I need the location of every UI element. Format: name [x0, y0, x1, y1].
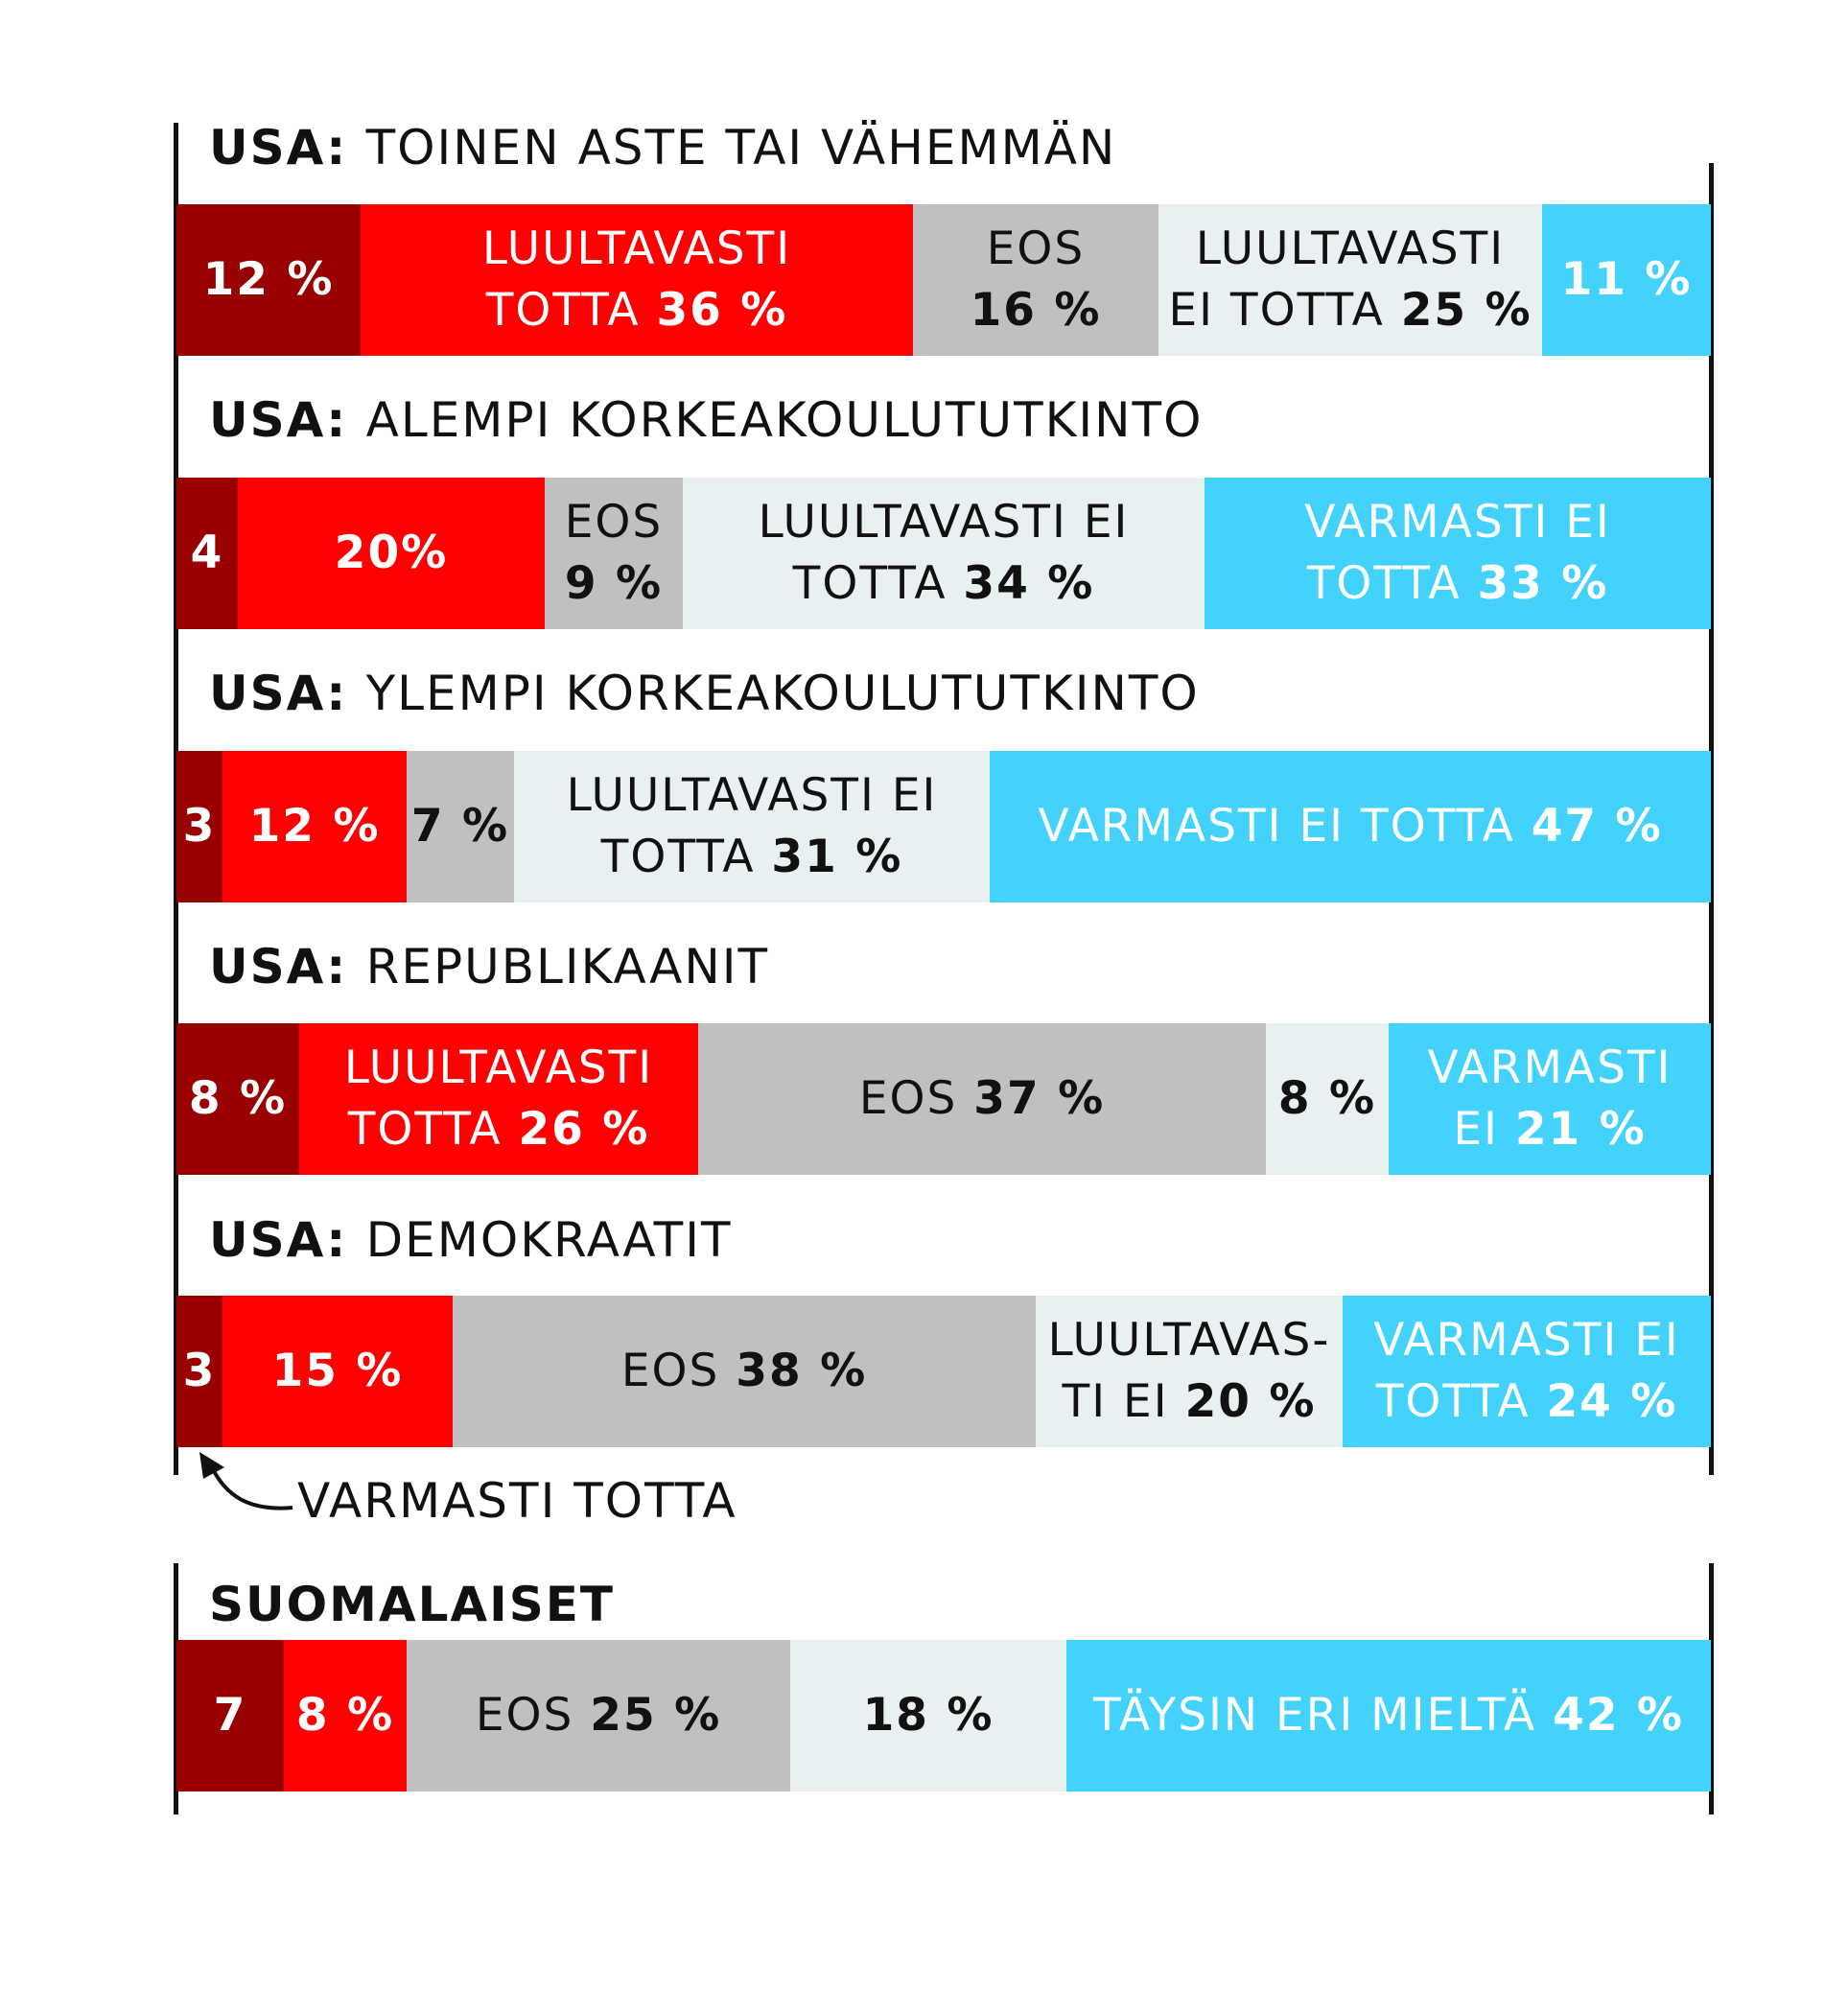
- bar-segment-varmasti-ei: [1389, 1023, 1711, 1175]
- data-label-text: EOS: [620, 1345, 737, 1397]
- data-label: [183, 796, 217, 857]
- data-label-value: 7: [213, 1689, 247, 1742]
- group-title-prefix: USA:: [209, 1212, 366, 1268]
- data-label-value: 18 %: [862, 1689, 994, 1742]
- group-title-prefix: USA:: [209, 120, 366, 176]
- data-label: [482, 219, 791, 341]
- data-label: [411, 796, 509, 857]
- bar-segment-varmasti-totta: [176, 751, 222, 902]
- data-label-value: 25 %: [590, 1689, 722, 1742]
- bar-segment-luultavasti-totta: [284, 1640, 407, 1791]
- data-label-text: LUULTAVAS- TI EI: [1047, 1314, 1331, 1428]
- bar-segment-eos: [545, 478, 683, 629]
- data-label-value: 3: [182, 800, 217, 853]
- data-label-text: VARMASTI EI TOTTA: [1373, 1314, 1680, 1428]
- group-title-text: ALEMPI KORKEAKOULUTUTKINTO: [365, 392, 1204, 448]
- group-title-text: DEMOKRAATIT: [365, 1212, 733, 1268]
- data-label-value: 8 %: [1277, 1072, 1377, 1125]
- bar-segment-varmasti-ei: [1542, 204, 1711, 356]
- data-label-value: 12 %: [248, 800, 381, 853]
- data-label-value: 37 %: [973, 1072, 1106, 1125]
- data-label-value: 26 %: [518, 1103, 650, 1156]
- data-label-value: 33 %: [1477, 557, 1609, 610]
- data-label-value: 21 %: [1514, 1103, 1647, 1156]
- data-label: [296, 1685, 394, 1746]
- data-label-value: 25 %: [1400, 284, 1532, 337]
- bar-segment-varmasti-totta: [176, 204, 361, 356]
- data-label-value: 11 %: [1560, 253, 1693, 306]
- data-label: [191, 523, 224, 584]
- data-label-value: 8 %: [295, 1689, 395, 1742]
- bar-segment-luultavasti-ei: [1266, 1023, 1389, 1175]
- bar-segment-luultavasti-totta: [222, 751, 407, 902]
- data-label: [1093, 1685, 1684, 1746]
- data-label-value: 16 %: [970, 284, 1102, 337]
- data-label: [1373, 1310, 1680, 1433]
- data-label-value: 20%: [334, 527, 449, 579]
- group-title-text: YLEMPI KORKEAKOULUTUTKINTO: [365, 666, 1200, 721]
- data-label-text: VARMASTI EI: [1427, 1042, 1673, 1156]
- bar-segment-eos: [453, 1296, 1036, 1447]
- bar-segment-luultavasti-totta: [299, 1023, 698, 1175]
- stacked-bar: [176, 1296, 1711, 1447]
- group-title-prefix: USA:: [209, 392, 366, 448]
- group-title-prefix: USA:: [209, 939, 366, 995]
- group-title: [209, 121, 1116, 175]
- data-label-value: 15 %: [271, 1345, 404, 1397]
- bar-segment-eos: [407, 751, 514, 902]
- data-label-value: 8 %: [188, 1072, 288, 1125]
- data-label: [1427, 1038, 1672, 1160]
- stacked-bar: [176, 1023, 1711, 1175]
- data-label: [183, 1341, 217, 1402]
- bar-segment-varmasti-totta: [176, 1023, 299, 1175]
- data-label: [203, 249, 335, 311]
- data-label-value: 3: [182, 1345, 217, 1397]
- data-label: [272, 1341, 404, 1402]
- data-label: [565, 492, 664, 615]
- data-label-text: LUULTAVASTI EI TOTTA: [1168, 222, 1506, 337]
- data-label-value: 4: [190, 527, 224, 579]
- bar-segment-varmasti-ei: [990, 751, 1711, 902]
- data-label: [189, 1068, 287, 1130]
- data-label: [1304, 492, 1611, 615]
- bar-segment-eos: [913, 204, 1158, 356]
- data-label-value: 24 %: [1546, 1375, 1678, 1428]
- data-label: [1048, 1310, 1331, 1433]
- varmasti-totta-note: VARMASTI TOTTA: [297, 1473, 737, 1529]
- bar-segment-luultavasti-ei: [683, 478, 1205, 629]
- group-title-prefix: USA:: [209, 666, 366, 721]
- data-label-text: EOS: [986, 222, 1086, 275]
- data-label-value: 36 %: [656, 284, 788, 337]
- data-label: [249, 796, 381, 857]
- bar-segment-luultavasti-totta: [238, 478, 545, 629]
- bar-segment-varmasti-totta: [176, 1640, 284, 1791]
- data-label-text: VARMASTI EI TOTTA: [1304, 496, 1611, 610]
- data-label-text: EOS: [564, 496, 664, 549]
- bar-segment-varmasti-totta: [176, 1296, 222, 1447]
- data-label-value: 9 %: [564, 557, 664, 610]
- data-label: [863, 1685, 994, 1746]
- data-label-value: 31 %: [771, 831, 903, 883]
- data-label-text: LUULTAVASTI TOTTA: [481, 222, 792, 337]
- stacked-bar: [176, 204, 1711, 356]
- bar-segment-luultavasti-ei: [1036, 1296, 1343, 1447]
- bar-segment-varmasti-ei: [1205, 478, 1711, 629]
- data-label-text: LUULTAVASTI EI TOTTA: [566, 769, 938, 883]
- group-title: [209, 940, 769, 994]
- bar-segment-luultavasti-ei: [790, 1640, 1066, 1791]
- data-label: [476, 1685, 721, 1746]
- bar-segment-luultavasti-ei: [514, 751, 990, 902]
- data-label: [971, 219, 1102, 341]
- group-title: [209, 393, 1203, 447]
- data-label-value: 47 %: [1531, 800, 1663, 853]
- data-label: [1561, 249, 1693, 311]
- data-label-text: LUULTAVASTI TOTTA: [343, 1042, 654, 1156]
- data-label: [621, 1341, 867, 1402]
- bar-segment-varmasti-totta: [176, 478, 238, 629]
- stacked-bar: [176, 478, 1711, 629]
- bar-segment-eos: [407, 1640, 790, 1791]
- data-label: [214, 1685, 247, 1746]
- data-label-value: 34 %: [963, 557, 1095, 610]
- data-label-value: 7 %: [410, 800, 510, 853]
- group-title-text: TOINEN ASTE TAI VÄHEMMÄN: [365, 120, 1117, 176]
- data-label: [335, 523, 449, 584]
- data-label: [344, 1038, 653, 1160]
- data-label: [1168, 219, 1532, 341]
- stacked-bar: [176, 1640, 1711, 1791]
- group-title: [209, 1213, 732, 1267]
- data-label-text: EOS: [475, 1689, 591, 1742]
- group-title-text: REPUBLIKAANIT: [365, 939, 770, 995]
- group-title: [209, 1578, 615, 1631]
- arrow-icon: [192, 1448, 297, 1515]
- data-label-text: TÄYSIN ERI MIELTÄ: [1092, 1689, 1554, 1742]
- bar-segment-luultavasti-totta: [361, 204, 913, 356]
- bar-segment-luultavasti-totta: [222, 1296, 453, 1447]
- group-title-text: SUOMALAISET: [209, 1577, 616, 1632]
- data-label-value: 12 %: [202, 253, 335, 306]
- data-label: [1278, 1068, 1376, 1130]
- group-title: [209, 667, 1200, 720]
- data-label: [567, 765, 938, 888]
- data-label-value: 42 %: [1553, 1689, 1685, 1742]
- data-label-value: 38 %: [736, 1345, 868, 1397]
- data-label-text: LUULTAVASTI EI TOTTA: [758, 496, 1130, 610]
- data-label: [759, 492, 1130, 615]
- bar-segment-varmasti-ei: [1343, 1296, 1711, 1447]
- data-label-text: EOS: [858, 1072, 974, 1125]
- bar-segment-eos: [698, 1023, 1266, 1175]
- data-label-value: 20 %: [1184, 1375, 1317, 1428]
- stacked-bar: [176, 751, 1711, 902]
- data-label: [1038, 796, 1662, 857]
- bar-segment-varmasti-ei: [1066, 1640, 1711, 1791]
- data-label-text: VARMASTI EI TOTTA: [1038, 800, 1532, 853]
- data-label: [859, 1068, 1105, 1130]
- bar-segment-luultavasti-ei: [1158, 204, 1542, 356]
